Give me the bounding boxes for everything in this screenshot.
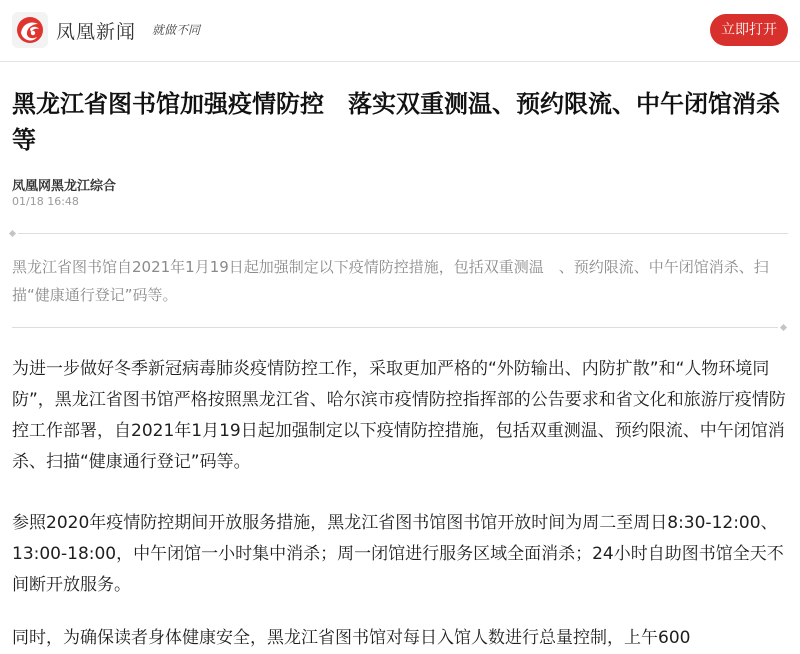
article-paragraph: 为进一步做好冬季新冠病毒肺炎疫情防控工作，采取更加严格的“外防输出、内防扩散”和“人物环境同防”，黑龙江省图书馆严格按照黑龙江省、哈尔滨市疫情防控指挥部的公告要求和省文化和旅游厅疫情防控工作部署，自2021年1月19日起加强制定以下疫情防控措施，包括双重测温、预约限流、中午闭馆消杀、扫描“健康通行登记”码等。 bbox=[12, 359, 786, 472]
divider-dot-right bbox=[780, 324, 787, 331]
brand-slogan: 就做不同 bbox=[152, 23, 201, 37]
phoenix-logo-icon[interactable] bbox=[12, 12, 48, 48]
article-paragraph: 同时，为确保读者身体健康安全，黑龙江省图书馆对每日入馆人数进行总量控制，上午600 bbox=[12, 628, 691, 648]
app-header bbox=[0, 0, 800, 62]
brand-name: 凤凰新闻 bbox=[56, 21, 137, 43]
summary-divider-top bbox=[18, 233, 788, 234]
article-title: 黑龙江省图书馆加强疫情防控 落实双重测温、预约限流、中午闭馆消杀等 bbox=[12, 90, 780, 154]
summary-divider-bottom bbox=[12, 327, 778, 328]
divider-dot-left bbox=[9, 230, 16, 237]
article-paragraph: 参照2020年疫情防控期间开放服务措施，黑龙江省图书馆图书馆开放时间为周二至周日8:30-12:00、13:00-18:00，中午闭馆一小时集中消杀；周一闭馆进行服务区域全面消杀；24小时自助图书馆全天不间断开放服务。 bbox=[12, 513, 784, 595]
article-summary: 黑龙江省图书馆自2021年1月19日起加强制定以下疫情防控措施，包括双重测温 、预约限流、中午闭馆消杀、扫描“健康通行登记”码等。 bbox=[12, 258, 769, 304]
open-app-button[interactable]: 立即打开 bbox=[710, 14, 788, 46]
article-timestamp: 01/18 16:48 bbox=[12, 195, 79, 208]
article-source[interactable]: 凤凰网黑龙江综合 bbox=[12, 179, 117, 194]
